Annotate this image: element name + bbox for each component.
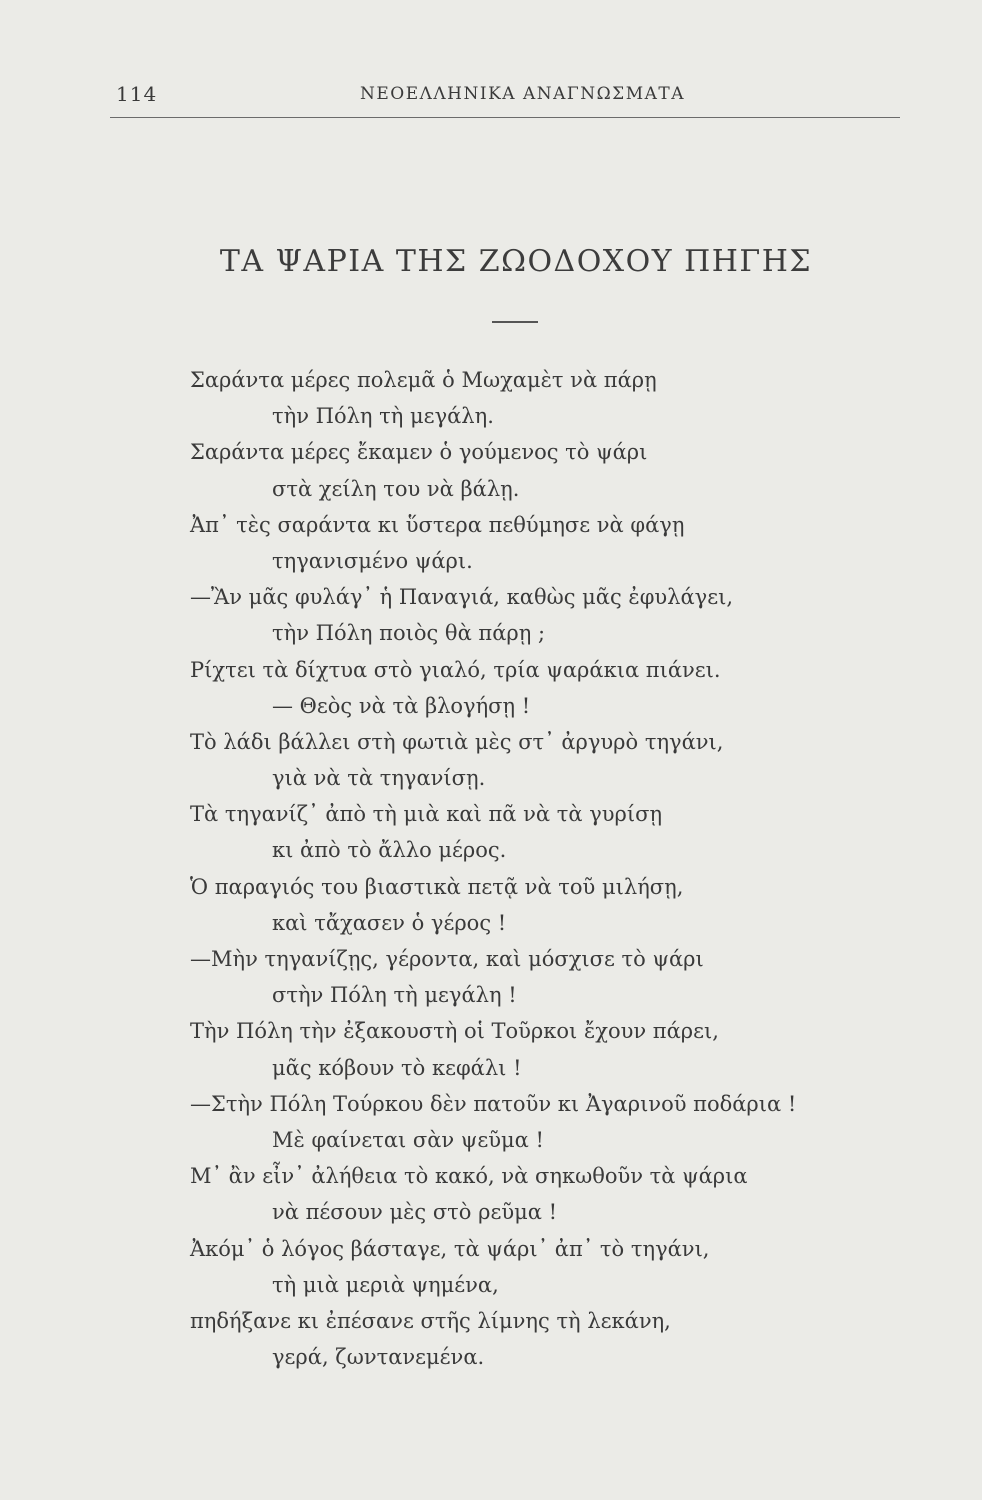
- running-title: ΝΕΟΕΛΛΗΝΙΚΑ ΑΝΑΓΝΩΣΜΑΤΑ: [360, 84, 685, 104]
- verse-line: Μ᾽ ἂν εἶν᾽ ἀλήθεια τὸ κακό, νὰ σηκωθοῦν τὰ ψάρια: [190, 1164, 748, 1189]
- verse-line: πηδήξανε κι ἐπέσανε στῆς λίμνης τὴ λεκάνη,: [190, 1308, 671, 1333]
- verse-line: τὴν Πόλη τὴ μεγάλη.: [272, 404, 494, 429]
- verse-line: — Θεὸς νὰ τὰ βλογήσῃ !: [272, 693, 531, 718]
- verse-line: Ὁ παραγιός του βιαστικὰ πετᾷ νὰ τοῦ μιλήσῃ,: [190, 874, 684, 899]
- verse-line: νὰ πέσουν μὲς στὸ ρεῦμα !: [272, 1200, 558, 1225]
- verse-line: Σαράντα μέρες πολεμᾶ ὁ Μωχαμὲτ νὰ πάρῃ: [190, 368, 657, 392]
- verse-line: Τὰ τηγανίζ᾽ ἀπὸ τὴ μιὰ καὶ πᾶ νὰ τὰ γυρίσῃ: [190, 802, 663, 827]
- verse-line: —Μὴν τηγανίζῃς, γέροντα, καὶ μόσχισε τὸ ψάρι: [190, 947, 704, 971]
- verse-line: Ἀκόμ᾽ ὁ λόγος βάσταγε, τὰ ψάρι᾽ ἀπ᾽ τὸ τηγάνι,: [190, 1236, 710, 1261]
- page-number: 114: [116, 82, 158, 106]
- verse-line: στὰ χείλη του νὰ βάλῃ.: [272, 476, 520, 501]
- verse-line: Τὸ λάδι βάλλει στὴ φωτιὰ μὲς στ᾽ ἀργυρὸ τηγάνι,: [190, 729, 724, 754]
- title-divider: [492, 321, 538, 323]
- verse-line: —Στὴν Πόλη Τούρκου δὲν πατοῦν κι Ἀγαρινοῦ ποδάρια !: [190, 1091, 797, 1116]
- verse-line: στὴν Πόλη τὴ μεγάλη !: [272, 983, 517, 1008]
- verse-line: Ἀπ᾽ τὲς σαράντα κι ὕστερα πεθύμησε νὰ φάγῃ: [190, 512, 685, 537]
- verse-line: καὶ τἄχασεν ὁ γέρος !: [272, 910, 507, 935]
- verse-line: —Ἂν μᾶς φυλάγ᾽ ἡ Παναγιά, καθὼς μᾶς ἐφυλάγει,: [190, 585, 733, 610]
- poem-body: [190, 362, 910, 1375]
- verse-line: κι ἀπὸ τὸ ἄλλο μέρος.: [272, 838, 507, 863]
- running-head: [110, 82, 902, 112]
- verse-line: Μὲ φαίνεται σὰν ψεῦμα !: [272, 1127, 544, 1152]
- verse-line: γιὰ νὰ τὰ τηγανίσῃ.: [272, 766, 486, 791]
- verse-line: μᾶς κόβουν τὸ κεφάλι !: [272, 1055, 522, 1080]
- verse-line: Σαράντα μέρες ἔκαμεν ὁ γούμενος τὸ ψάρι: [190, 440, 648, 465]
- verse-line: τὴ μιὰ μεριὰ ψημένα,: [272, 1272, 499, 1297]
- verse-line: τὴν Πόλη ποιὸς θὰ πάρῃ ;: [272, 621, 546, 646]
- header-rule: [110, 117, 900, 118]
- verse-line: τηγανισμένο ψάρι.: [272, 548, 473, 573]
- verse-line: Ρίχτει τὰ δίχτυα στὸ γιαλό, τρία ψαράκια πιάνει.: [190, 657, 721, 682]
- verse-line: γερά, ζωντανεμένα.: [272, 1345, 485, 1370]
- verse-line: Τὴν Πόλη τὴν ἐξακουστὴ οἱ Τοῦρκοι ἔχουν πάρει,: [190, 1019, 719, 1044]
- poem-title: ΤΑ ΨΑΡΙΑ ΤΗΣ ΖΩΟΔΟΧΟΥ ΠΗΓΗΣ: [219, 244, 813, 279]
